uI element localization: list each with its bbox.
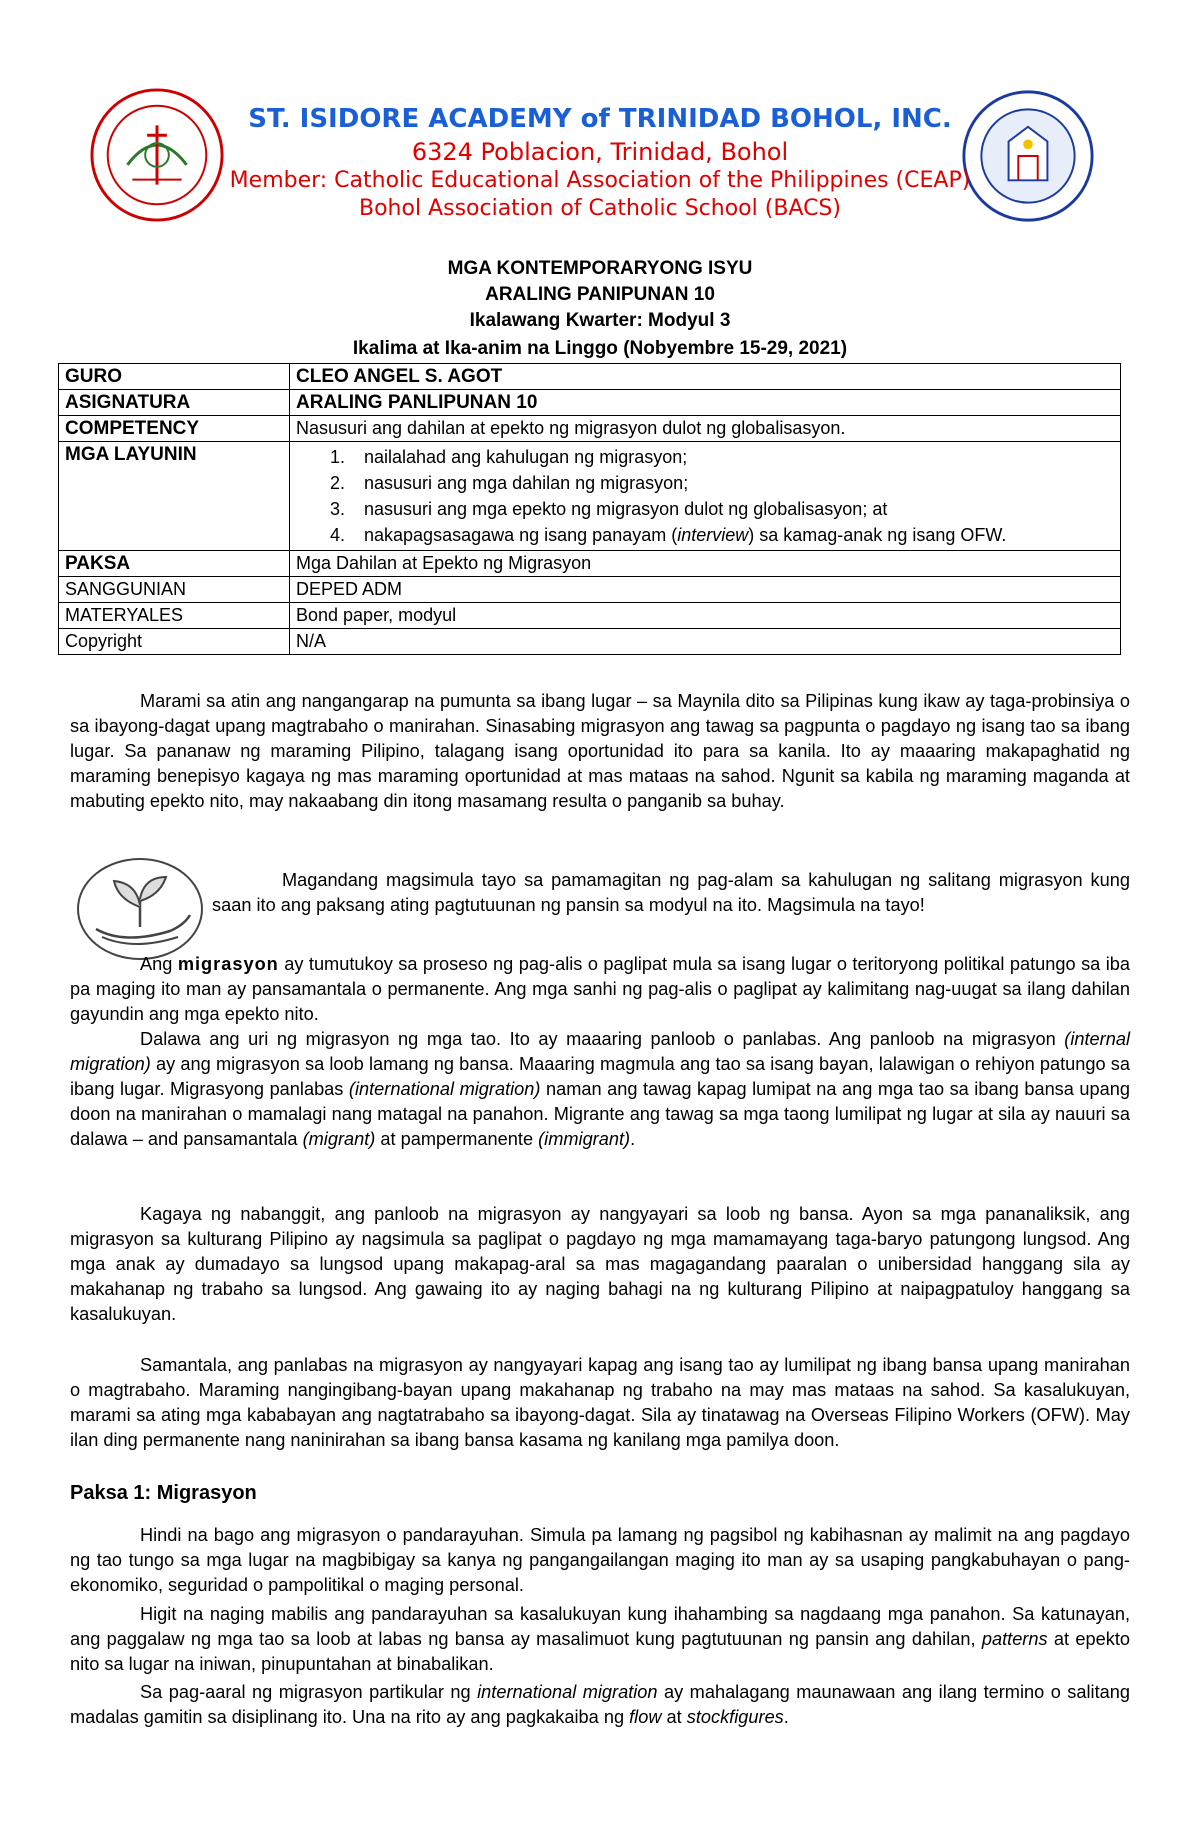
module-info-table — [58, 363, 1121, 655]
row-copyright — [59, 629, 1121, 655]
paksa-label: PAKSA — [59, 551, 290, 577]
paragraph-migrasyon-definition — [70, 952, 1130, 1027]
layunin-item — [364, 522, 1114, 548]
row-materyales — [59, 603, 1121, 629]
paragraph-magsimula: Magandang magsimula tayo sa pamamagitan ng pag-alam sa kahulugan ng salitang migrasyon kung saan ito ang paksang ating pagtutuunan ng pansin sa modyul na ito. Magsimula na tayo! — [212, 870, 1130, 915]
paragraph-hindi-na-bago: Hindi na bago ang migrasyon o pandarayuhan. Simula pa lamang ng pagsibol ng kabihasnan ay malimit na ang pagdayo ng tao tungo sa mga lugar na magbibigay sa kanya ng pangangailangan maging ito man ay sa usaping pangkabuhayan o pang-ekonomiko, seguridad o pampolitikal o maging personal. — [70, 1525, 1130, 1595]
weeks-title: Ikalima at Ika-anim na Linggo (Nobyembre 15-29, 2021) — [352, 338, 848, 359]
row-guro — [59, 364, 1121, 390]
paragraph-sa-pag-aaral — [70, 1680, 1130, 1730]
p3-text-b: ay ang migrasyon sa loob lamang ng bansa. Maaaring magmula ang tao sa isang bayan, lalawigan o rehiyon patungo sa ibang lugar. Migrasyong panlabas — [70, 1054, 1130, 1099]
p3-emphasis-3: (migrant) — [302, 1129, 376, 1149]
guro-label: GURO — [59, 364, 290, 390]
p3-emphasis-2: (international migration) — [348, 1079, 541, 1099]
materyales-value: Bond paper, modyul — [290, 603, 1121, 629]
row-paksa — [59, 551, 1121, 577]
layunin-list — [296, 444, 1114, 548]
sanggunian-label: SANGGUNIAN — [59, 577, 290, 603]
asignatura-value: ARALING PANLIPUNAN 10 — [290, 390, 1121, 416]
layunin-item: nasusuri ang mga dahilan ng migrasyon; — [364, 473, 689, 493]
p3-emphasis-4: (immigrant) — [538, 1129, 631, 1149]
asignatura-label: ASIGNATURA — [59, 390, 290, 416]
p8-text-a: Sa pag-aaral ng migrasyon partikular ng — [140, 1682, 478, 1702]
row-sanggunian — [59, 577, 1121, 603]
p8-text-c: at — [661, 1707, 687, 1727]
layunin-item: nasusuri ang mga epekto ng migrasyon dulot ng globalisasyon; at — [364, 499, 888, 519]
p7-emphasis: patterns — [981, 1629, 1048, 1649]
member-ceap: Member: Catholic Educational Association of the Philippines (CEAP) — [229, 168, 971, 193]
p2-text-b: ay tumutukoy sa proseso ng pag-alis o paglipat mula sa isang lugar o teritoryong politikal patungo sa iba pa maging ito man ay pansamantala o permanente. Ang mga sanhi ng pag-alis o paglipat ay kalimitang nag-uugat sa ilang dahilan gayundin ang mga epekto nito. — [70, 954, 1130, 1024]
layunin4-emphasis: interview — [677, 525, 749, 545]
layunin-label: MGA LAYUNIN — [59, 442, 290, 551]
layunin-list-cell — [290, 442, 1121, 551]
quarter-title: Ikalawang Kwarter: Modyul 3 — [469, 310, 731, 331]
p2-bold-term: migrasyon — [177, 954, 279, 974]
copyright-value: N/A — [290, 629, 1121, 655]
sanggunian-value: DEPED ADM — [290, 577, 1121, 603]
competency-value: Nasusuri ang dahilan at epekto ng migrasyon dulot ng globalisasyon. — [290, 416, 1121, 442]
layunin4-text-b: ) sa kamag-anak ng isang OFW. — [748, 525, 1007, 545]
p8-emphasis-3: stockfigures — [686, 1707, 784, 1727]
paragraph-higit-na — [70, 1602, 1130, 1677]
school-address: 6324 Poblacion, Trinidad, Bohol — [411, 138, 789, 166]
paragraph-uri-ng-migrasyon — [70, 1027, 1130, 1152]
subject-title: MGA KONTEMPORARYONG ISYU — [447, 258, 753, 279]
p3-text-d: at pampermanente — [375, 1129, 539, 1149]
p2-text-a: Ang — [140, 954, 178, 974]
p8-emphasis-2: flow — [629, 1707, 662, 1727]
p3-text-c: naman ang tawag kapag lumipat na ang mga tao sa ibang bansa upang doon na manirahan o mamalagi nang matagal na panahon. Migrante ang tawag sa mga taong lumilipat ng lugar at sila ay nauuri sa dalawa – and pansamantala — [70, 1079, 1130, 1149]
section-heading: Paksa 1: Migrasyon — [70, 1482, 257, 1504]
layunin-item: nailalahad ang kahulugan ng migrasyon; — [364, 447, 688, 467]
row-layunin — [59, 442, 1121, 551]
p3-text-e: . — [630, 1129, 636, 1149]
school-name: ST. ISIDORE ACADEMY of TRINIDAD BOHOL, INC. — [248, 104, 952, 134]
paragraph-intro: Marami sa atin ang nangangarap na pumunta sa ibang lugar – sa Maynila dito sa Pilipinas kung ikaw ay taga-probinsiya o sa ibayong-dagat upang magtrabaho o manirahan. Sinasabing migrasyon ang tawag sa pagpunta o pagdayo ng isang tao sa ibang lugar. Sa pananaw ng maraming Pilipino, talagang isang oportunidad ito para sa kanila. Ito ay maaaring makapaghatid ng maraming benepisyo kagaya ng mas maraming oportunidad at mas mataas na sahod. Ngunit sa kabila ng maraming maganda at mabuting epekto nito, may nakaabang din itong masamang resulta o panganib sa buhay. — [70, 691, 1130, 811]
paksa-value: Mga Dahilan at Epekto ng Migrasyon — [290, 551, 1121, 577]
materyales-label: MATERYALES — [59, 603, 290, 629]
hand-with-plant-icon — [74, 855, 206, 963]
course-title: ARALING PANIPUNAN 10 — [485, 284, 715, 305]
row-asignatura — [59, 390, 1121, 416]
copyright-label: Copyright — [59, 629, 290, 655]
paragraph-panloob: Kagaya ng nabanggit, ang panloob na migrasyon ay nangyayari sa loob ng bansa. Ayon sa mga pananaliksik, ang migrasyon sa kulturang Pilipino ay nagsimula sa paglipat o pagdayo ng mga mamamayang taga-baryo patungong lungsod. Ang mga anak ay dumadayo sa lungsod upang makapag-aral sa mas magagandang paaralan o unibersidad hanggang sila ay makahanap ng trabaho sa lungsod. Ang gawaing ito ay naging bahagi na ng kulturang Pilipino at naipagpatuloy hanggang sa kasalukuyan. — [70, 1204, 1130, 1324]
p7-text-b: at epekto nito sa lugar na iniwan, pinupuntahan at binabalikan. — [70, 1629, 1130, 1674]
p3-text-a: Dalawa ang uri ng migrasyon ng mga tao. Ito ay maaaring panloob o panlabas. Ang panloob na migrasyon — [140, 1029, 1065, 1049]
guro-value: CLEO ANGEL S. AGOT — [290, 364, 1121, 390]
row-competency — [59, 416, 1121, 442]
p7-text-a: Higit na naging mabilis ang pandarayuhan sa kasalukuyan kung ihahambing sa nagdaang mga panahon. Sa katunayan, ang paggalaw ng mga tao sa loob at labas ng bansa ay masalimuot kung pagtutuunan ng pansin ang dahilan, — [70, 1604, 1130, 1649]
p8-text-b: ay mahalagang maunawaan ang ilang termino o salitang madalas gamitin sa disiplinang ito. Una na rito ay ang pagkakaiba ng — [70, 1682, 1130, 1727]
member-bacs: Bohol Association of Catholic School (BACS) — [359, 196, 841, 221]
competency-label: COMPETENCY — [59, 416, 290, 442]
p8-text-d: . — [783, 1707, 789, 1727]
paragraph-panlabas: Samantala, ang panlabas na migrasyon ay nangyayari kapag ang isang tao ay lumilipat ng ibang bansa upang manirahan o magtrabaho. Maraming nangingibang-bayan upang makahanap ng trabaho na may mas mataas na sahod. Sa kasalukuyan, marami sa ating mga kababayan ang nagtatrabaho sa ibayong-dagat. Sila ay tinatawag na Overseas Filipino Workers (OFW). May ilan ding permanente nang naninirahan sa ibang bansa kasama ng kanilang mga pamilya doon. — [70, 1355, 1130, 1450]
p8-emphasis-1: international migration — [477, 1682, 658, 1702]
layunin4-text-a: nakapagsasagawa ng isang panayam ( — [364, 525, 678, 545]
p3-emphasis-1: (internal migration) — [70, 1029, 1130, 1074]
